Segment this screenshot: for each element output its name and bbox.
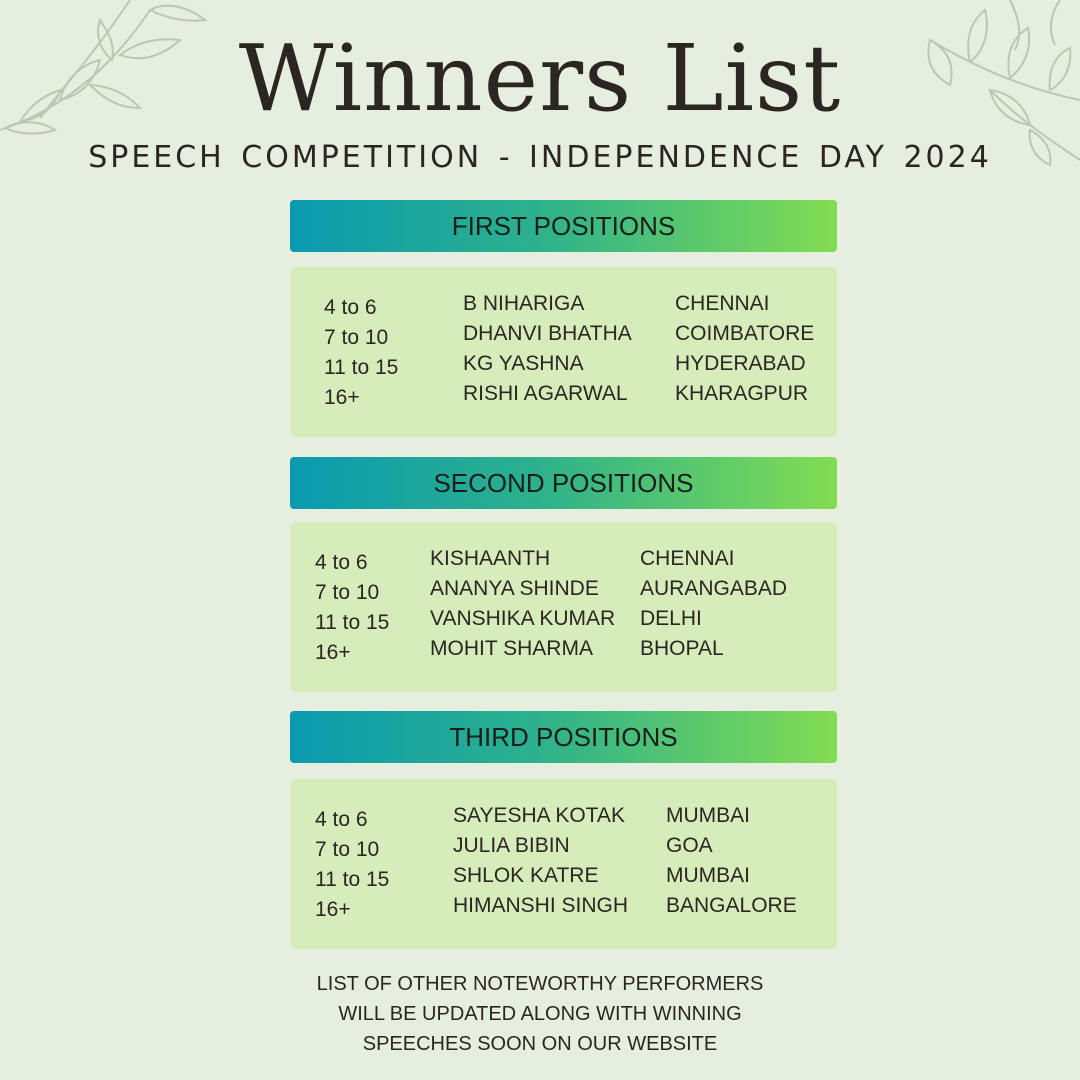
winner-city: MUMBAI bbox=[666, 864, 750, 887]
age-cell: 4 to 6 bbox=[315, 808, 368, 831]
winner-name: VANSHIKA KUMAR bbox=[430, 607, 616, 630]
footer-line: LIST OF OTHER NOTEWORTHY PERFORMERS bbox=[316, 973, 764, 995]
winner-city: MUMBAI bbox=[666, 804, 750, 827]
winner-city: BHOPAL bbox=[640, 637, 724, 660]
winner-name: MOHIT SHARMA bbox=[430, 637, 593, 660]
winner-name: SHLOK KATRE bbox=[453, 864, 599, 887]
winner-name: DHANVI BHATHA bbox=[463, 322, 632, 345]
page-title: Winners List bbox=[238, 25, 842, 132]
footer-line: SPEECHES SOON ON OUR WEBSITE bbox=[362, 1033, 718, 1055]
city-column bbox=[675, 289, 814, 409]
age-cell: 16+ bbox=[324, 386, 360, 409]
age-cell: 11 to 15 bbox=[315, 868, 390, 891]
winner-city: KHARAGPUR bbox=[675, 382, 809, 405]
page-subtitle: SPEECH COMPETITION - INDEPENDENCE DAY 2024 bbox=[88, 140, 992, 175]
section-heading-third: THIRD POSITIONS bbox=[290, 711, 837, 763]
panel-first-positions bbox=[290, 267, 837, 437]
winner-city: CHENNAI bbox=[640, 547, 735, 570]
section-heading-first: FIRST POSITIONS bbox=[290, 200, 837, 252]
winner-name: KG YASHNA bbox=[463, 352, 584, 375]
age-cell: 7 to 10 bbox=[315, 838, 380, 861]
panel-third-positions bbox=[290, 779, 837, 949]
age-column bbox=[315, 548, 389, 668]
winner-city: COIMBATORE bbox=[675, 322, 815, 345]
winner-name: RISHI AGARWAL bbox=[463, 382, 628, 405]
winner-city: CHENNAI bbox=[675, 292, 770, 315]
winner-name: B NIHARIGA bbox=[463, 292, 585, 315]
age-cell: 7 to 10 bbox=[324, 326, 389, 349]
age-cell: 16+ bbox=[315, 898, 351, 921]
age-cell: 7 to 10 bbox=[315, 581, 380, 604]
panel-second-positions bbox=[290, 522, 837, 692]
winner-city: HYDERABAD bbox=[675, 352, 806, 375]
name-column bbox=[463, 289, 632, 409]
name-column bbox=[430, 544, 615, 664]
age-cell: 4 to 6 bbox=[324, 296, 377, 319]
footer-line: WILL BE UPDATED ALONG WITH WINNING bbox=[338, 1003, 742, 1025]
winner-name: HIMANSHI SINGH bbox=[453, 894, 629, 917]
age-column bbox=[315, 805, 389, 925]
age-cell: 4 to 6 bbox=[315, 551, 368, 574]
city-column bbox=[640, 544, 787, 664]
winner-city: BANGALORE bbox=[666, 894, 797, 917]
winner-name: SAYESHA KOTAK bbox=[453, 804, 625, 827]
winner-city: DELHI bbox=[640, 607, 702, 630]
age-cell: 11 to 15 bbox=[324, 356, 399, 379]
winner-name: KISHAANTH bbox=[430, 547, 551, 570]
city-column bbox=[666, 801, 797, 921]
winner-city: AURANGABAD bbox=[640, 577, 788, 600]
age-cell: 11 to 15 bbox=[315, 611, 390, 634]
winner-city: GOA bbox=[666, 834, 713, 857]
footer-note bbox=[0, 969, 1080, 1059]
winner-name: JULIA BIBIN bbox=[453, 834, 570, 857]
age-cell: 16+ bbox=[315, 641, 351, 664]
section-heading-second: SECOND POSITIONS bbox=[290, 457, 837, 509]
name-column bbox=[453, 801, 628, 921]
age-column bbox=[324, 293, 398, 413]
winner-name: ANANYA SHINDE bbox=[430, 577, 599, 600]
